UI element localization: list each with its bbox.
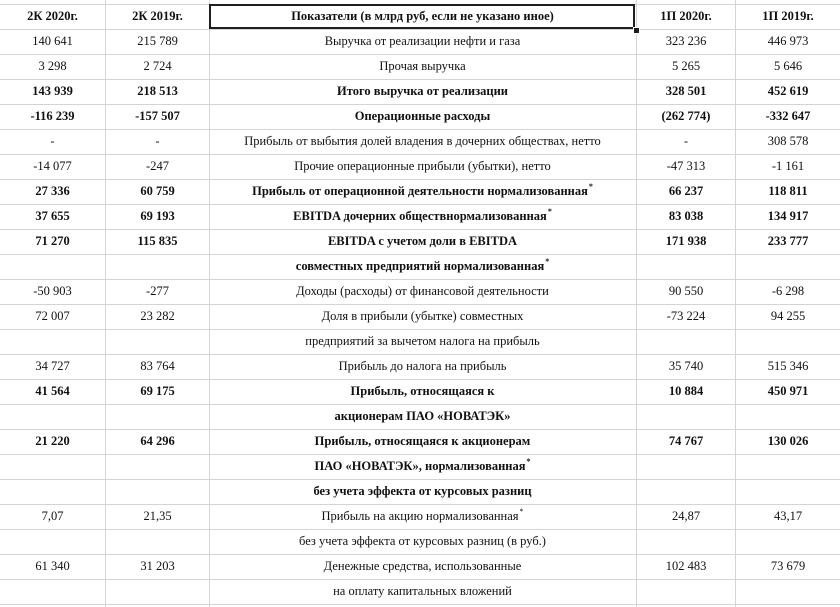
cell-text: совместных предприятий нормализованная [295, 259, 545, 273]
footnote-asterisk: * [545, 257, 550, 266]
cell-2k-2019[interactable] [106, 504, 209, 529]
cell-text: Доходы (расходы) от финансовой деятельности [296, 284, 549, 298]
cell-1p-2019[interactable] [736, 454, 840, 479]
cell-1p-2020[interactable] [637, 454, 735, 479]
cell-text: 31 203 [140, 559, 175, 573]
cell-2k-2020[interactable] [0, 279, 105, 304]
cell-2k-2020[interactable] [0, 179, 105, 204]
cell-text: 450 971 [767, 384, 809, 398]
cell-text: (262 774) [661, 109, 711, 123]
row-gridline [0, 604, 840, 605]
cell-text: Прочая выручка [379, 59, 466, 73]
cell-2k-2020[interactable] [0, 329, 105, 354]
header-cell-1p-2019[interactable]: 1П 2019г. [762, 9, 814, 23]
cell-text: Прибыль, относящаяся к акционерам [314, 434, 531, 448]
cell-2k-2020[interactable] [0, 204, 105, 229]
cell-2k-2020[interactable] [0, 454, 105, 479]
cell-text: 64 296 [140, 434, 175, 448]
cell-text: 2 724 [143, 59, 172, 73]
cell-indicator[interactable] [210, 304, 635, 329]
cell-1p-2020[interactable] [637, 154, 735, 179]
cell-2k-2020[interactable] [0, 229, 105, 254]
cell-text: 308 578 [767, 134, 809, 148]
cell-1p-2019[interactable] [736, 179, 840, 204]
cell-indicator[interactable] [210, 204, 635, 229]
cell-indicator[interactable] [210, 354, 635, 379]
cell-indicator[interactable] [210, 504, 635, 529]
cell-1p-2020[interactable] [637, 54, 735, 79]
header-cell-1p-2020[interactable]: 1П 2020г. [660, 9, 712, 23]
cell-text: 140 641 [32, 34, 73, 48]
cell-text: -157 507 [135, 109, 180, 123]
cell-text: 5 265 [671, 59, 701, 73]
footnote-asterisk: * [588, 182, 593, 191]
header-cell-2k-2020[interactable]: 2К 2020г. [27, 9, 78, 23]
cell-1p-2020[interactable] [637, 429, 735, 454]
cell-1p-2020[interactable] [637, 329, 735, 354]
cell-1p-2019[interactable] [736, 254, 840, 279]
cell-1p-2019[interactable] [736, 304, 840, 329]
cell-indicator[interactable] [210, 404, 635, 429]
cell-text: 118 811 [768, 184, 808, 198]
cell-text: 35 740 [668, 359, 704, 373]
cell-2k-2019[interactable] [106, 529, 209, 554]
cell-1p-2019[interactable] [736, 154, 840, 179]
cell-text: 130 026 [767, 434, 809, 448]
cell-1p-2019[interactable] [736, 229, 840, 254]
cell-1p-2020[interactable] [637, 304, 735, 329]
cell-text: Прибыль на акцию нормализованная [321, 509, 519, 523]
cell-indicator[interactable] [210, 554, 635, 579]
cell-1p-2019[interactable] [736, 329, 840, 354]
cell-text: 94 255 [770, 309, 806, 323]
cell-1p-2020[interactable] [637, 79, 735, 104]
cell-1p-2019[interactable] [736, 204, 840, 229]
cell-text: 5 646 [773, 59, 803, 73]
cell-text: EBITDA дочерних обществнормализованная [293, 209, 547, 223]
cell-indicator[interactable] [210, 54, 635, 79]
cell-text: 171 938 [665, 234, 707, 248]
cell-text: Прочие операционные прибыли (убытки), нетто [294, 159, 551, 173]
cell-text: Прибыль от выбытия долей владения в дочерних обществах, нетто [244, 134, 601, 148]
cell-text: 90 550 [668, 284, 704, 298]
cell-text: 74 767 [668, 434, 704, 448]
cell-text: 41 564 [35, 384, 70, 398]
cell-2k-2019[interactable] [106, 329, 209, 354]
cell-1p-2020[interactable] [637, 179, 735, 204]
cell-2k-2019[interactable] [106, 179, 209, 204]
cell-text: Операционные расходы [354, 109, 491, 123]
cell-2k-2019[interactable] [106, 479, 209, 504]
cell-text: 69 193 [140, 209, 175, 223]
cell-1p-2020[interactable] [637, 279, 735, 304]
cell-1p-2020[interactable] [637, 479, 735, 504]
cell-text: Итого выручка от реализации [337, 84, 508, 98]
cell-1p-2019[interactable] [736, 54, 840, 79]
cell-text: 71 270 [35, 234, 70, 248]
cell-2k-2019[interactable] [106, 279, 209, 304]
cell-text: 24,87 [671, 509, 701, 523]
cell-text: -247 [146, 159, 169, 173]
cell-text: 73 679 [770, 559, 806, 573]
cell-1p-2019[interactable] [736, 104, 840, 129]
cell-1p-2019[interactable] [736, 404, 840, 429]
cell-2k-2020[interactable] [0, 504, 105, 529]
cell-2k-2019[interactable] [106, 79, 209, 104]
cell-text: без учета эффекта от курсовых разниц (в руб.) [299, 534, 546, 548]
cell-text: акционерам ПАО «НОВАТЭК» [334, 409, 511, 423]
cell-1p-2020[interactable] [637, 104, 735, 129]
cell-2k-2020[interactable] [0, 129, 105, 154]
cell-text: без учета эффекта от курсовых разниц [313, 484, 532, 498]
header-cell-indicators[interactable]: Показатели (в млрд руб, если не указано иное) [291, 9, 554, 23]
cell-text: 43,17 [773, 509, 803, 523]
cell-text: ПАО «НОВАТЭК», нормализованная [314, 459, 526, 473]
cell-2k-2019[interactable] [106, 554, 209, 579]
cell-1p-2020[interactable] [637, 554, 735, 579]
cell-text: -116 239 [30, 109, 75, 123]
cell-2k-2020[interactable] [0, 554, 105, 579]
cell-text: -277 [146, 284, 169, 298]
cell-1p-2019[interactable] [736, 429, 840, 454]
cell-text: 27 336 [35, 184, 70, 198]
cell-1p-2019[interactable] [736, 129, 840, 154]
cell-indicator[interactable] [210, 454, 635, 479]
cell-text: 83 764 [140, 359, 175, 373]
cell-2k-2020[interactable] [0, 354, 105, 379]
cell-text: 37 655 [35, 209, 70, 223]
cell-text: 143 939 [32, 84, 73, 98]
cell-1p-2019[interactable] [736, 379, 840, 404]
cell-text: 83 038 [668, 209, 704, 223]
cell-2k-2020[interactable] [0, 379, 105, 404]
cell-indicator[interactable] [210, 129, 635, 154]
cell-2k-2019[interactable] [106, 204, 209, 229]
cell-1p-2020[interactable] [637, 229, 735, 254]
cell-indicator[interactable] [210, 579, 635, 604]
cell-2k-2019[interactable] [106, 29, 209, 54]
cell-text: 323 236 [665, 34, 707, 48]
cell-text: предприятий за вычетом налога на прибыль [305, 334, 540, 348]
cell-text: Доля в прибыли (убытке) совместных [321, 309, 524, 323]
cell-1p-2020[interactable] [637, 204, 735, 229]
cell-2k-2019[interactable] [106, 54, 209, 79]
cell-text: 23 282 [140, 309, 175, 323]
cell-indicator[interactable] [210, 154, 635, 179]
footnote-asterisk: * [519, 507, 524, 516]
cell-text: 102 483 [665, 559, 707, 573]
cell-2k-2019[interactable] [106, 354, 209, 379]
cell-2k-2019[interactable] [106, 404, 209, 429]
cell-1p-2020[interactable] [637, 354, 735, 379]
cell-1p-2019[interactable] [736, 554, 840, 579]
cell-1p-2019[interactable] [736, 504, 840, 529]
cell-1p-2020[interactable] [637, 504, 735, 529]
cell-text: 72 007 [35, 309, 70, 323]
cell-selection-border [209, 4, 635, 29]
cell-text: 34 727 [35, 359, 70, 373]
cell-indicator[interactable] [210, 229, 635, 254]
cell-text: 21,35 [143, 509, 172, 523]
cell-text: 452 619 [767, 84, 809, 98]
cell-indicator[interactable] [210, 29, 635, 54]
cell-2k-2019[interactable] [106, 154, 209, 179]
cell-text: 134 917 [767, 209, 809, 223]
cell-2k-2020[interactable] [0, 429, 105, 454]
cell-text: -332 647 [765, 109, 811, 123]
cell-1p-2019[interactable] [736, 29, 840, 54]
cell-1p-2020[interactable] [637, 254, 735, 279]
cell-text: EBITDA с учетом доли в EBITDA [327, 234, 518, 248]
cell-2k-2020[interactable] [0, 154, 105, 179]
cell-text: 66 237 [668, 184, 704, 198]
cell-indicator[interactable] [210, 479, 635, 504]
cell-2k-2019[interactable] [106, 304, 209, 329]
cell-text: 10 884 [668, 384, 704, 398]
cell-text: 215 789 [137, 34, 178, 48]
cell-text: Выручка от реализации нефти и газа [324, 34, 521, 48]
cell-1p-2020[interactable] [637, 579, 735, 604]
cell-indicator[interactable] [210, 104, 635, 129]
cell-text: Прибыль, относящаяся к [350, 384, 495, 398]
cell-1p-2019[interactable] [736, 579, 840, 604]
cell-text: 3 298 [38, 59, 67, 73]
cell-2k-2020[interactable] [0, 579, 105, 604]
cell-2k-2019[interactable] [106, 579, 209, 604]
cell-indicator[interactable] [210, 529, 635, 554]
cell-1p-2019[interactable] [736, 79, 840, 104]
cell-1p-2020[interactable] [637, 129, 735, 154]
cell-indicator[interactable] [210, 279, 635, 304]
cell-indicator[interactable] [210, 429, 635, 454]
cell-1p-2019[interactable] [736, 354, 840, 379]
cell-text: 61 340 [35, 559, 70, 573]
cell-text: на оплату капитальных вложений [333, 584, 512, 598]
cell-text: -47 313 [666, 159, 706, 173]
cell-2k-2020[interactable] [0, 79, 105, 104]
cell-text: Прибыль до налога на прибыль [338, 359, 507, 373]
cell-2k-2020[interactable] [0, 529, 105, 554]
cell-2k-2020[interactable] [0, 404, 105, 429]
cell-2k-2019[interactable] [106, 429, 209, 454]
cell-1p-2020[interactable] [637, 29, 735, 54]
cell-indicator[interactable] [210, 179, 635, 204]
cell-2k-2020[interactable] [0, 104, 105, 129]
cell-text: 218 513 [137, 84, 178, 98]
cell-2k-2019[interactable] [106, 379, 209, 404]
cell-indicator[interactable] [210, 379, 635, 404]
cell-indicator[interactable] [210, 329, 635, 354]
cell-text: -14 077 [33, 159, 72, 173]
cell-1p-2019[interactable] [736, 479, 840, 504]
cell-1p-2019[interactable] [736, 279, 840, 304]
cell-2k-2019[interactable] [106, 104, 209, 129]
cell-indicator[interactable] [210, 254, 635, 279]
cell-2k-2019[interactable] [106, 229, 209, 254]
cell-1p-2020[interactable] [637, 404, 735, 429]
cell-text: 233 777 [767, 234, 809, 248]
cell-text: -6 298 [771, 284, 805, 298]
cell-2k-2020[interactable] [0, 304, 105, 329]
fill-handle[interactable] [633, 27, 640, 34]
cell-text: 446 973 [767, 34, 809, 48]
cell-text: -73 224 [666, 309, 706, 323]
cell-text: -1 161 [771, 159, 805, 173]
cell-1p-2019[interactable] [736, 529, 840, 554]
cell-indicator[interactable] [210, 79, 635, 104]
cell-text: 515 346 [767, 359, 809, 373]
cell-text: 60 759 [140, 184, 175, 198]
cell-2k-2019[interactable] [106, 129, 209, 154]
cell-text: - [50, 134, 55, 148]
cell-2k-2020[interactable] [0, 54, 105, 79]
cell-text: - [155, 134, 160, 148]
cell-text: 7,07 [41, 509, 64, 523]
cell-2k-2019[interactable] [106, 454, 209, 479]
cell-1p-2020[interactable] [637, 529, 735, 554]
footnote-asterisk: * [547, 207, 552, 216]
cell-text: 328 501 [665, 84, 707, 98]
cell-text: -50 903 [33, 284, 72, 298]
cell-text: Денежные средства, использованные [323, 559, 522, 573]
cell-2k-2019[interactable] [106, 254, 209, 279]
cell-2k-2020[interactable] [0, 29, 105, 54]
cell-text: Прибыль от операционной деятельности нормализованная [252, 184, 588, 198]
footnote-asterisk: * [526, 457, 531, 466]
cell-text: 69 175 [140, 384, 175, 398]
cell-text: - [683, 134, 689, 148]
cell-2k-2020[interactable] [0, 479, 105, 504]
cell-2k-2020[interactable] [0, 254, 105, 279]
cell-text: 21 220 [35, 434, 70, 448]
header-cell-2k-2019[interactable]: 2К 2019г. [132, 9, 183, 23]
cell-1p-2020[interactable] [637, 379, 735, 404]
cell-text: 115 835 [137, 234, 178, 248]
